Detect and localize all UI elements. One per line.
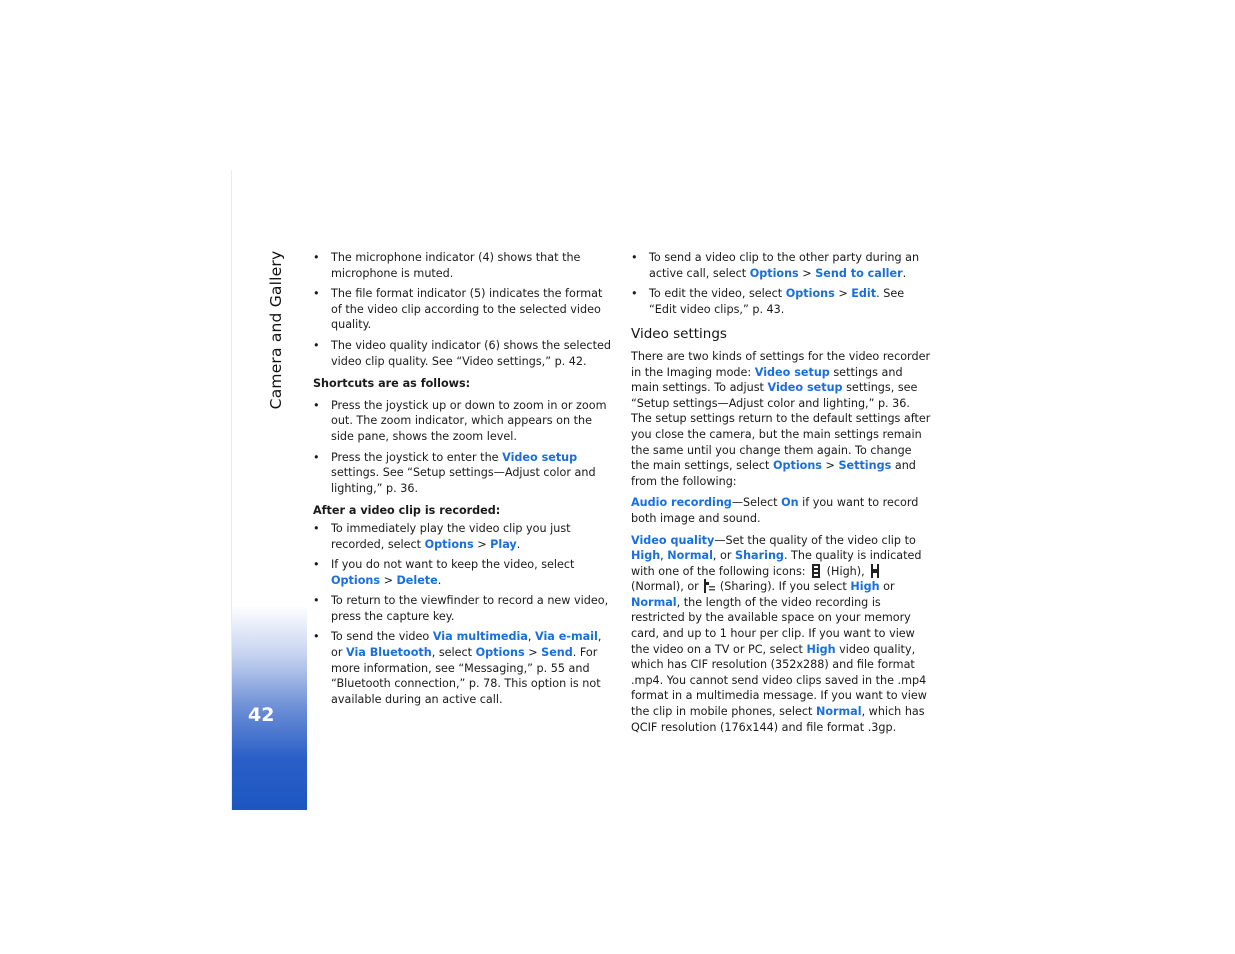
setting-video-quality: Video quality — [631, 533, 715, 547]
list-item: • Press the joystick to enter the Video setup settings. See “Setup settings—Adjust color and lighting,” p. 36. — [313, 450, 615, 497]
after-recording-heading: After a video clip is recorded: — [313, 504, 501, 518]
menu-options: Options — [475, 646, 525, 660]
list-item: • The microphone indicator (4) shows that the microphone is muted. — [313, 250, 615, 281]
list-item: • To immediately play the video clip you just recorded, select Options > Play. — [313, 521, 615, 552]
menu-delete: Delete — [396, 573, 438, 587]
menu-edit: Edit — [851, 287, 877, 301]
option-high: High — [806, 642, 836, 656]
option-sharing: Sharing — [735, 549, 784, 563]
option-high: High — [631, 549, 661, 563]
list-item: • To edit the video, select Options > Edit. See “Edit video clips,” p. 43. — [631, 286, 933, 317]
menu-play: Play — [490, 537, 517, 551]
option-on: On — [781, 496, 799, 510]
menu-options: Options — [424, 537, 474, 551]
list-item: • The file format indicator (5) indicates the format of the video clip according to the selected video quality. — [313, 286, 615, 333]
right-column — [631, 250, 933, 741]
menu-video-setup: Video setup — [754, 365, 830, 379]
menu-send-to-caller: Send to caller — [815, 266, 903, 280]
list-item: • The video quality indicator (6) shows the selected video clip quality. See “Video settings,” p. 42. — [313, 338, 615, 369]
menu-options: Options — [785, 287, 835, 301]
menu-via-bluetooth: Via Bluetooth — [346, 646, 432, 660]
paragraph-video-quality: Video quality—Set the quality of the video clip to High, Normal, or Sharing. The quality is indicated with one of the following icons: (High), (Normal), or (Sharing). If you select High or Normal, the length of the video recording is restricted by the available space on your memory card, and up to 1 hour per clip. If you want to view the video on a TV or PC, select High video quality, which has CIF resolution (352x288) and file format .mp4. You cannot send video clips saved in the .mp4 format in a multimedia message. If you want to view the clip in mobile phones, select Normal, which has QCIF resolution (176x144) and file format .3gp. — [631, 533, 927, 734]
menu-video-setup: Video setup — [767, 381, 843, 395]
list-item: • To send a video clip to the other party during an active call, select Options > Send to caller. — [631, 250, 933, 281]
video-quality-normal-icon — [870, 564, 880, 578]
list-item: • To return to the viewfinder to record a new video, press the capture key. — [313, 593, 615, 624]
chapter-title: Camera and Gallery — [267, 250, 285, 410]
shortcuts-list — [313, 398, 615, 497]
option-normal: Normal — [815, 705, 862, 719]
option-normal: Normal — [667, 549, 713, 563]
section-heading: Video settings — [631, 326, 727, 343]
menu-options: Options — [749, 266, 799, 280]
setting-audio-recording: Audio recording — [631, 496, 732, 510]
option-normal: Normal — [631, 595, 677, 609]
video-quality-sharing-icon — [704, 579, 714, 593]
left-column — [313, 250, 615, 712]
video-quality-high-icon — [811, 564, 821, 578]
menu-options: Options — [331, 573, 381, 587]
indicator-list — [313, 250, 615, 369]
option-high: High — [850, 580, 880, 594]
paragraph-intro: There are two kinds of settings for the video recorder in the Imaging mode: Video setup settings and main settings. To adjust Video setup settings, see “Setup settings—Adjust color and lighting,” p. 36. The setup settings return to the default settings after you close the camera, but the main settings remain the same until you change them again. To change the main settings, select Options > Settings and from the following: — [631, 349, 931, 488]
list-item: • To send the video Via multimedia, Via e-mail, or Via Bluetooth, select Options > Send. For more information, see “Messaging,” p. 55 and “Bluetooth connection,” p. 78. This option is not available during an active call. — [313, 629, 615, 707]
menu-settings: Settings — [838, 459, 892, 473]
after-recording-list — [313, 521, 615, 708]
menu-via-multimedia: Via multimedia — [432, 630, 528, 644]
menu-options: Options — [772, 459, 822, 473]
paragraph-audio-recording: Audio recording—Select On if you want to record both image and sound. — [631, 496, 919, 525]
link-video-setup: Video setup — [502, 450, 578, 464]
page-number: 42 — [248, 704, 275, 726]
menu-send: Send — [541, 646, 573, 660]
menu-via-email: Via e-mail — [534, 630, 598, 644]
shortcuts-heading: Shortcuts are as follows: — [313, 377, 471, 391]
list-item: • Press the joystick up or down to zoom in or zoom out. The zoom indicator, which appears on the side pane, shows the zoom level. — [313, 398, 615, 445]
list-item: • If you do not want to keep the video, select Options > Delete. — [313, 557, 615, 588]
send-edit-list — [631, 250, 933, 317]
